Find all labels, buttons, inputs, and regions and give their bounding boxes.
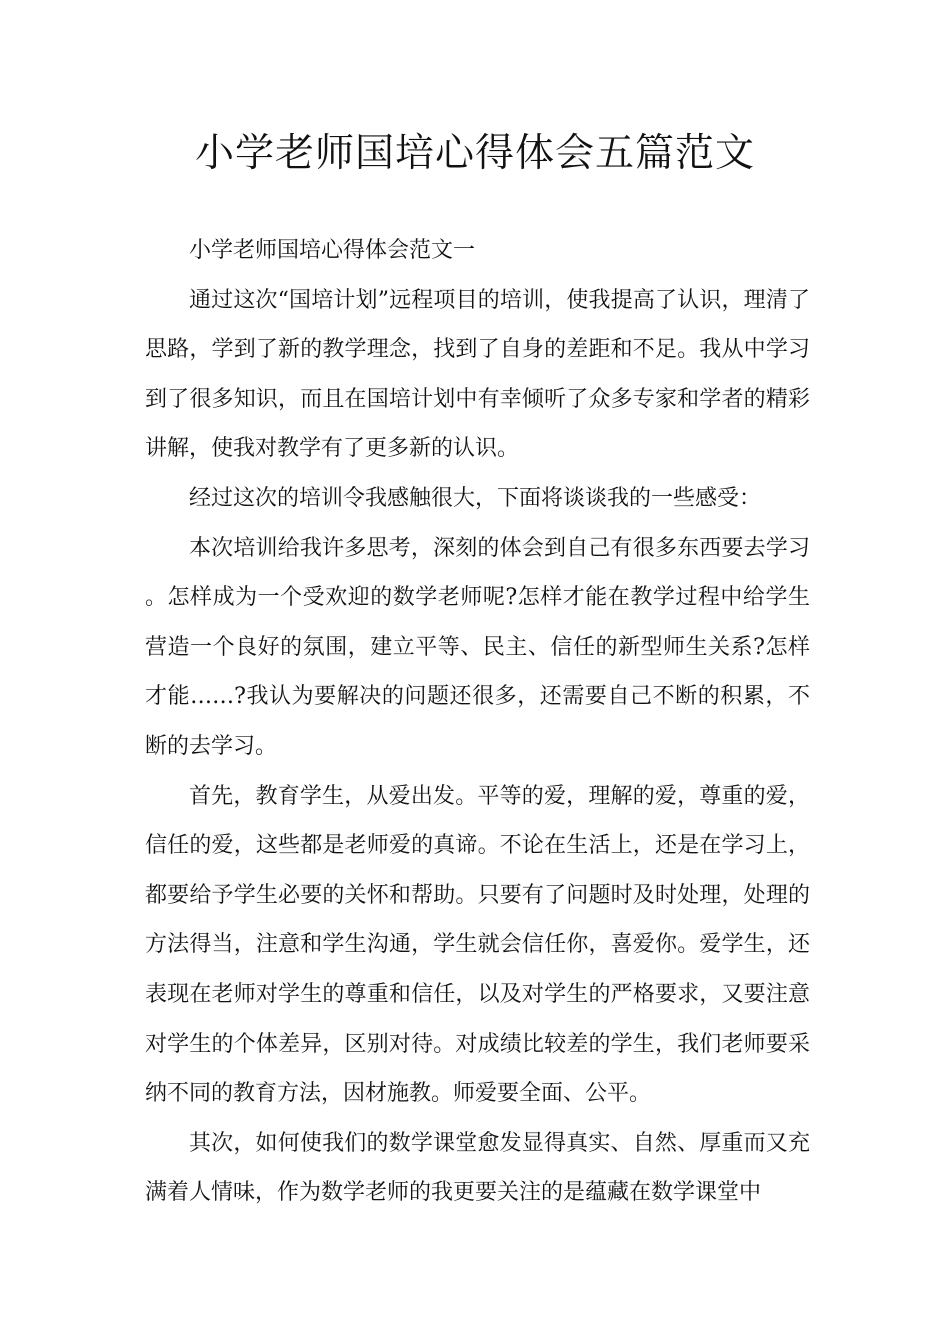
paragraph-5: 其次，如何使我们的数学课堂愈发显得真实、自然、厚重而又充满着人情味，作为数学老师的我更要关注的是蕴藏在数学课堂中 [145,1130,810,1206]
paragraph-3: 本次培训给我许多思考，深刻的体会到自己有很多东西要去学习。怎样成为一个受欢迎的数学老师呢?怎样才能在教学过程中给学生营造一个良好的氛围，建立平等、民主、信任的新型师生关系?怎样才能……?我认为要解决的问题还很多，还需要自己不断的积累，不断的去学习。 [145,535,810,759]
section-subtitle: 小学老师国培心得体会范文一 [189,238,476,263]
paragraph-1: 通过这次“国培计划”远程项目的培训，使我提高了认识，理清了思路，学到了新的教学理念，找到了自身的差距和不足。我从中学习到了很多知识，而且在国培计划中有幸倾听了众多专家和学者的精彩讲解，使我对教学有了更多新的认识。 [145,287,810,462]
paragraph-4: 首先，教育学生，从爱出发。平等的爱，理解的爱，尊重的爱，信任的爱，这些都是老师爱的真谛。不论在生活上，还是在学习上，都要给予学生必要的关怀和帮助。只要有了问题时及时处理，处理的方法得当，注意和学生沟通，学生就会信任你，喜爱你。爱学生，还表现在老师对学生的尊重和信任，以及对学生的严格要求，又要注意对学生的个体差异，区别对待。对成绩比较差的学生，我们老师要采纳不同的教育方法，因材施教。师爱要全面、公平。 [145,783,810,1107]
paragraph-2: 经过这次的培训令我感触很大，下面将谈谈我的一些感受： [189,485,762,511]
document-title: 小学老师国培心得体会五篇范文 [194,131,755,176]
document-body [145,226,810,1218]
